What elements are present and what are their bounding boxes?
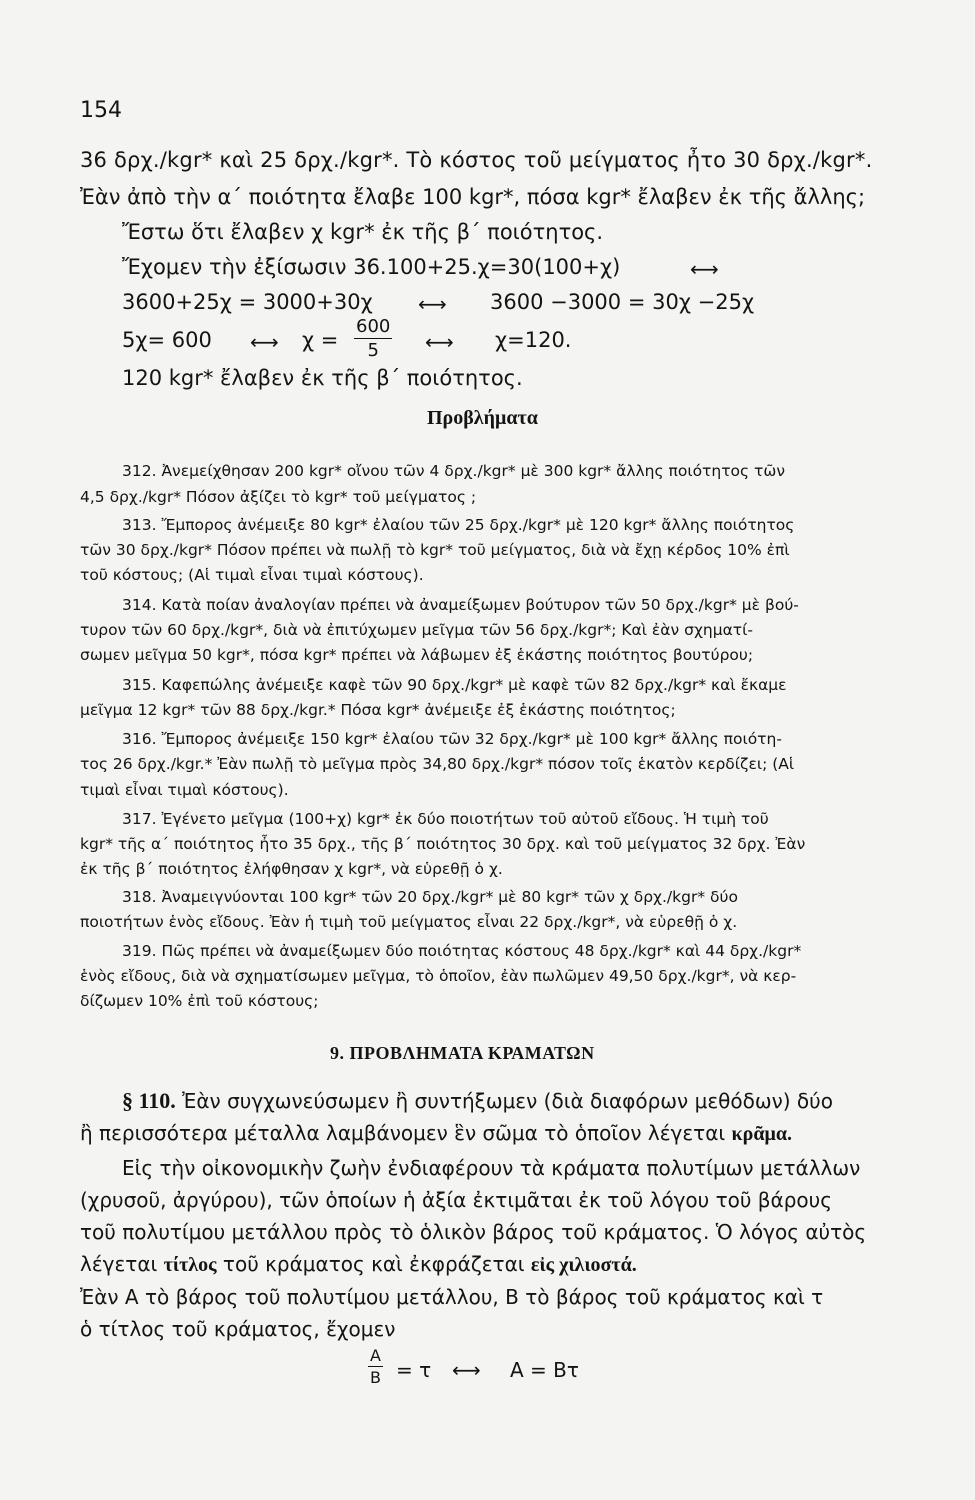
problems-heading: Προβλήματα <box>427 407 538 429</box>
section-paragraph-2-line-1: Εἰς τὴν οἰκονομικὴν ζωὴν ἐνδιαφέρουν τὰ κράματα πολυτίμων μετάλλων <box>122 1156 861 1180</box>
problem-316-line-2: τος 26 δρχ./kgr.* Ἐὰν πωλῇ τὸ μεῖγμα πρὸς 34,80 δρχ./kgr* πόσον τοῖς ἑκατὸν κερδίζει; (Αἱ <box>80 755 795 773</box>
problem-319-line-1: 319. Πῶς πρέπει νὰ ἀναμείξωμεν δύο ποιότητας κόστους 48 δρχ./kgr* καὶ 44 δρχ./kgr* <box>122 942 802 960</box>
problem-316-line-1: 316. Ἔμπορος ἀνέμειξε 150 kgr* ἐλαίου τῶν 32 δρχ./kgr* μὲ 100 kgr* ἄλλης ποιότη- <box>122 730 782 748</box>
problem-318-line-1: 318. Ἀναμειγνύονται 100 kgr* τῶν 20 δρχ./kgr* μὲ 80 kgr* τῶν χ δρχ./kgr* δύο <box>122 888 738 906</box>
problem-317-line-3: ἐκ τῆς β΄ ποιότητος ἐλήφθησαν χ kgr*, νὰ εὑρεθῇ ὁ χ. <box>80 860 503 878</box>
formula-denominator: B <box>369 1368 381 1387</box>
section-paragraph-3-line-2: ὁ τίτλος τοῦ κράματος, ἔχομεν <box>80 1317 396 1341</box>
intro-line-3: Ἔστω ὅτι ἔλαβεν χ kgr* ἐκ τῆς β΄ ποιότητος. <box>122 220 604 244</box>
problem-313-line-3: τοῦ κόστους; (Αἱ τιμαὶ εἶναι τιμαὶ κόστους). <box>80 566 424 584</box>
problem-316-line-3: τιμαὶ εἶναι τιμαὶ κόστους). <box>80 781 289 799</box>
section-title: 9. ΠΡΟΒΛΗΜΑΤΑ ΚΡΑΜΑΤΩΝ <box>330 1043 595 1063</box>
problem-312-line-2: 4,5 δρχ./kgr* Πόσον ἀξίζει τὸ kgr* τοῦ μείγματος ; <box>80 488 477 506</box>
formula-result: A = Bτ <box>510 1358 579 1382</box>
page-number: 154 <box>80 98 122 123</box>
problem-315-line-2: μεῖγμα 12 kgr* τῶν 88 δρχ./kgr.* Πόσα kgr* ἀνέμειξε ἐξ ἑκάστης ποιότητος; <box>80 701 676 719</box>
equation-1a: 3600+25χ = 3000+30χ <box>122 290 373 314</box>
equation-2c: χ=120. <box>495 328 572 352</box>
intro-line-1: 36 δρχ./kgr* καὶ 25 δρχ./kgr*. Τὸ κόστος τοῦ μείγματος ἦτο 30 δρχ./kgr*. <box>80 148 873 172</box>
problem-319-line-2: ἑνὸς εἴδους, διὰ νὰ σχηματίσωμεν μεῖγμα, τὸ ὁποῖον, ἐὰν πωλῶμεν 49,50 δρχ./kgr*, νὰ κερ- <box>80 967 797 985</box>
section-number: § 110. <box>122 1088 176 1113</box>
intro-line-4: Ἔχομεν τὴν ἐξίσωσιν 36.100+25.χ=30(100+χ) <box>122 255 621 279</box>
equivalence-arrow: ⟷ <box>250 330 279 354</box>
fraction-denominator: 5 <box>367 340 379 361</box>
problem-314-line-1: 314. Κατὰ ποίαν ἀναλογίαν πρέπει νὰ ἀναμείξωμεν βούτυρον τῶν 50 δρχ./kgr* μὲ βού- <box>122 596 799 614</box>
problem-319-line-3: δίζωμεν 10% ἐπὶ τοῦ κόστους; <box>80 992 319 1010</box>
intro-line-2: Ἐὰν ἀπὸ τὴν α΄ ποιότητα ἔλαβε 100 kgr*, πόσα kgr* ἔλαβεν ἐκ τῆς ἄλλης; <box>80 185 866 209</box>
problem-313-line-2: τῶν 30 δρχ./kgr* Πόσον πρέπει νὰ πωλῇ τὸ kgr* τοῦ μείγματος, διὰ νὰ ἔχῃ κέρδος 10% ἐπὶ <box>80 541 790 559</box>
equation-2b: χ = <box>302 328 339 352</box>
section-paragraph-2-line-3: τοῦ πολυτίμου μετάλλου πρὸς τὸ ὁλικὸν βάρος τοῦ κράματος. Ὁ λόγος αὐτὸς <box>80 1220 867 1244</box>
intro-result: 120 kgr* ἔλαβεν ἐκ τῆς β΄ ποιότητος. <box>122 366 523 390</box>
section-paragraph-2-line-4: λέγεται τίτλος τοῦ κράματος καὶ ἐκφράζεται εἰς χιλιοστά. <box>80 1252 637 1276</box>
equivalence-arrow: ⟷ <box>418 292 447 316</box>
formula-numerator: A <box>370 1346 381 1365</box>
equivalence-arrow: ⟷ <box>452 1358 481 1382</box>
formula-equals-tau: = τ <box>396 1358 432 1382</box>
keyword-titlos: τίτλος <box>163 1254 217 1276</box>
fraction-600-over-5 <box>354 316 392 361</box>
section-paragraph-1-line-2: ἢ περισσότερα μέταλλα λαμβάνομεν ἓν σῶμα τὸ ὁποῖον λέγεται κρᾶμα. <box>80 1121 792 1145</box>
equation-2a: 5χ= 600 <box>122 328 212 352</box>
problem-314-line-2: τυρον τῶν 60 δρχ./kgr*, διὰ νὰ ἐπιτύχωμεν μεῖγμα τῶν 56 δρχ./kgr*; Καὶ ἐὰν σχηματί- <box>80 621 753 639</box>
equation-1b: 3600 −3000 = 30χ −25χ <box>490 290 755 314</box>
section-paragraph-1-line-1: § 110. Ἐὰν συγχωνεύσωμεν ἢ συντήξωμεν (διὰ διαφόρων μεθόδων) δύο <box>122 1088 833 1113</box>
keyword-chiliosta: εἰς χιλιοστά. <box>530 1254 637 1276</box>
problem-314-line-3: σωμεν μεῖγμα 50 kgr*, πόσα kgr* πρέπει νὰ λάβωμεν ἐξ ἑκάστης ποιότητος βουτύρου; <box>80 646 754 664</box>
problem-312-line-1: 312. Ἀνεμείχθησαν 200 kgr* οἴνου τῶν 4 δρχ./kgr* μὲ 300 kgr* ἄλλης ποιότητος τῶν <box>122 462 786 480</box>
keyword-krama: κρᾶμα. <box>731 1123 792 1145</box>
problem-315-line-1: 315. Καφεπώλης ἀνέμειξε καφὲ τῶν 90 δρχ./kgr* μὲ καφὲ τῶν 82 δρχ./kgr* καὶ ἔκαμε <box>122 676 787 694</box>
problem-317-line-1: 317. Ἐγένετο μεῖγμα (100+χ) kgr* ἐκ δύο ποιοτήτων τοῦ αὐτοῦ εἴδους. Ἡ τιμὴ τοῦ <box>122 810 769 828</box>
formula-fraction-a-over-b <box>368 1346 383 1387</box>
section-paragraph-3-line-1: Ἐὰν Α τὸ βάρος τοῦ πολυτίμου μετάλλου, Β τὸ βάρος τοῦ κράματος καὶ τ <box>80 1285 824 1309</box>
problem-313-line-1: 313. Ἔμπορος ἀνέμειξε 80 kgr* ἐλαίου τῶν 25 δρχ./kgr* μὲ 120 kgr* ἄλλης ποιότητος <box>122 516 795 534</box>
equivalence-arrow: ⟷ <box>690 257 719 281</box>
fraction-numerator: 600 <box>356 316 391 337</box>
problem-317-line-2: kgr* τῆς α΄ ποιότητος ἦτο 35 δρχ., τῆς β΄ ποιότητος 30 δρχ. καὶ τοῦ μείγματος 32 δρχ. Ἐὰν <box>80 835 806 853</box>
section-paragraph-2-line-2: (χρυσοῦ, ἀργύρου), τῶν ὁποίων ἡ ἀξία ἐκτιμᾶται ἐκ τοῦ λόγου τοῦ βάρους <box>80 1188 832 1212</box>
problem-318-line-2: ποιοτήτων ἑνὸς εἴδους. Ἐὰν ἡ τιμὴ τοῦ μείγματος εἶναι 22 δρχ./kgr*, νὰ εὑρεθῇ ὁ χ. <box>80 913 738 931</box>
equivalence-arrow: ⟷ <box>425 330 454 354</box>
